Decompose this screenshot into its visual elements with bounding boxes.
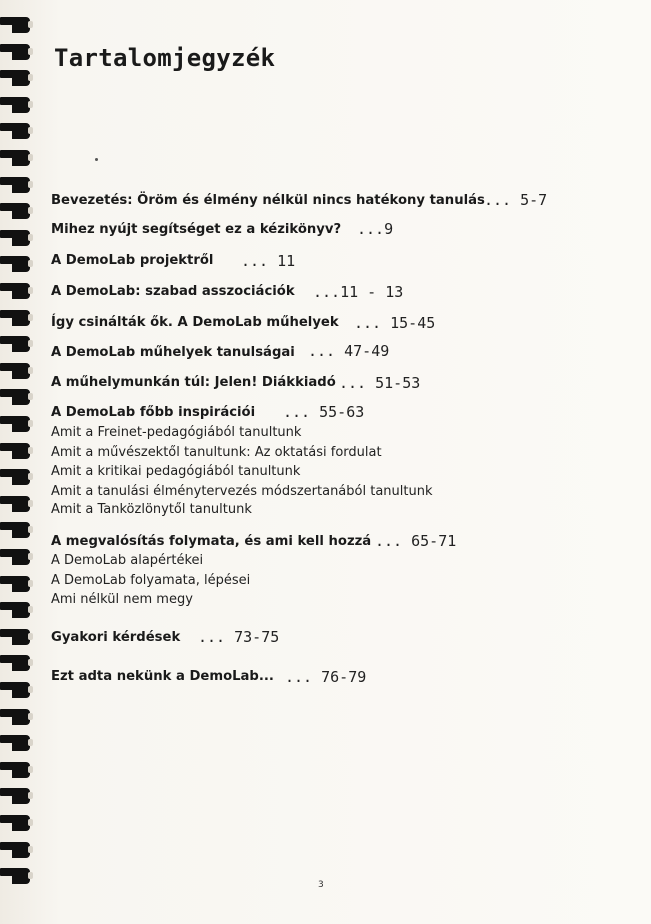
ring-hole [28, 127, 33, 134]
ring-hole [28, 393, 33, 400]
toc-subentry: Amit a Tanközlönytől tanultunk [51, 502, 252, 517]
ring-hole [28, 48, 33, 55]
ring-hole [28, 101, 33, 108]
toc-entry-pages: ... 47-49 [308, 342, 390, 360]
spiral-ring [0, 307, 36, 329]
spiral-ring [0, 626, 36, 648]
toc-entry-title: Ezt adta nekünk a DemoLab... [51, 669, 274, 684]
toc-entry [51, 342, 390, 360]
toc-entry-title: A DemoLab projektről [51, 253, 214, 268]
ring-hole [28, 314, 33, 321]
toc-entry [51, 628, 280, 646]
toc-entry [51, 252, 296, 270]
spiral-ring [0, 785, 36, 807]
spiral-ring [0, 759, 36, 781]
toc-subentry: Amit a kritikai pedagógiából tanultunk [51, 464, 301, 479]
spiral-ring [0, 839, 36, 861]
spiral-ring [0, 652, 36, 674]
toc-entry [51, 668, 367, 686]
spiral-ring [0, 14, 36, 36]
toc-entry [51, 403, 365, 421]
ring-hole [28, 21, 33, 28]
spiral-ring [0, 546, 36, 568]
spiral-ring [0, 679, 36, 701]
toc-entry-title: Bevezetés: Öröm és élmény nélkül nincs hatékony tanulás [51, 193, 485, 208]
spiral-ring [0, 94, 36, 116]
spiral-ring [0, 227, 36, 249]
spiral-ring [0, 333, 36, 355]
ink-dot [95, 158, 98, 161]
ring-hole [28, 739, 33, 746]
spiral-ring [0, 413, 36, 435]
toc-entry [51, 532, 457, 550]
toc-subentry: Amit a Freinet-pedagógiából tanultunk [51, 425, 302, 440]
spiral-ring [0, 440, 36, 462]
ring-hole [28, 340, 33, 347]
spiral-ring [0, 466, 36, 488]
ring-hole [28, 260, 33, 267]
ring-hole [28, 792, 33, 799]
ring-hole [28, 606, 33, 613]
spiral-ring [0, 41, 36, 63]
toc-entry-pages: ... 15-45 [354, 314, 436, 332]
spiral-ring [0, 732, 36, 754]
spiral-ring [0, 812, 36, 834]
spiral-ring [0, 253, 36, 275]
ring-hole [28, 500, 33, 507]
toc-entry [51, 374, 421, 392]
ring-hole [28, 367, 33, 374]
spiral-ring [0, 200, 36, 222]
spiral-ring [0, 599, 36, 621]
toc-entry-pages: ... 73-75 [198, 628, 280, 646]
toc-entry-title: Gyakori kérdések [51, 630, 181, 645]
ring-hole [28, 154, 33, 161]
toc-entry-title: A DemoLab műhelyek tanulságai [51, 345, 295, 360]
ring-hole [28, 846, 33, 853]
spiral-ring [0, 67, 36, 89]
toc-entry-title: A DemoLab főbb inspirációi [51, 405, 256, 420]
ring-hole [28, 553, 33, 560]
toc-entry-pages: ...9 [357, 220, 394, 238]
toc-entry-pages: ...11 - 13 [313, 283, 404, 301]
spiral-ring [0, 147, 36, 169]
toc-entry-title: Mihez nyújt segítséget ez a kézikönyv? [51, 222, 342, 237]
spiral-ring [0, 493, 36, 515]
spiral-ring [0, 120, 36, 142]
ring-hole [28, 819, 33, 826]
toc-entry [51, 314, 436, 332]
spiral-ring [0, 280, 36, 302]
ring-hole [28, 420, 33, 427]
toc-subentry: Amit a művészektől tanultunk: Az oktatási fordulat [51, 445, 382, 460]
ring-hole [28, 181, 33, 188]
toc-entry-title: A műhelymunkán túl: Jelen! Diákkiadó [51, 375, 336, 390]
page-number: 3 [318, 880, 324, 890]
ring-hole [28, 872, 33, 879]
toc-entry-pages: ... 5-7 [484, 191, 548, 209]
ring-hole [28, 74, 33, 81]
spiral-ring [0, 519, 36, 541]
ring-hole [28, 207, 33, 214]
toc-entry-pages: ... 65-71 [375, 532, 457, 550]
ring-hole [28, 686, 33, 693]
spiral-ring [0, 706, 36, 728]
ring-hole [28, 766, 33, 773]
ring-hole [28, 659, 33, 666]
spiral-ring [0, 865, 36, 887]
spiral-ring [0, 360, 36, 382]
toc-subentry: Amit a tanulási élménytervezés módszertanából tanultunk [51, 484, 433, 499]
ring-hole [28, 473, 33, 480]
spiral-binding [0, 14, 36, 904]
spiral-ring [0, 174, 36, 196]
ring-hole [28, 713, 33, 720]
toc-entry-title: Így csinálták ők. A DemoLab műhelyek [51, 315, 339, 330]
toc-entry-pages: ... 55-63 [283, 403, 365, 421]
ring-hole [28, 287, 33, 294]
ring-hole [28, 633, 33, 640]
toc-entry-pages: ... 11 [241, 252, 296, 270]
ring-hole [28, 580, 33, 587]
toc-entry [51, 220, 394, 238]
toc-entry [51, 191, 548, 209]
toc-entry-title: A megvalósítás folymata, és ami kell hozzá [51, 534, 372, 549]
toc-entry [51, 283, 404, 301]
toc-subentry: A DemoLab alapértékei [51, 553, 204, 568]
spiral-ring [0, 573, 36, 595]
toc-entry-pages: ... 51-53 [339, 374, 421, 392]
toc-subentry: A DemoLab folyamata, lépései [51, 573, 251, 588]
toc-subentry: Ami nélkül nem megy [51, 592, 193, 607]
ring-hole [28, 526, 33, 533]
page-title: Tartalomjegyzék [54, 44, 276, 72]
toc-entry-pages: ... 76-79 [285, 668, 367, 686]
toc-entry-title: A DemoLab: szabad asszociációk [51, 284, 295, 299]
ring-hole [28, 234, 33, 241]
spiral-ring [0, 386, 36, 408]
ring-hole [28, 447, 33, 454]
